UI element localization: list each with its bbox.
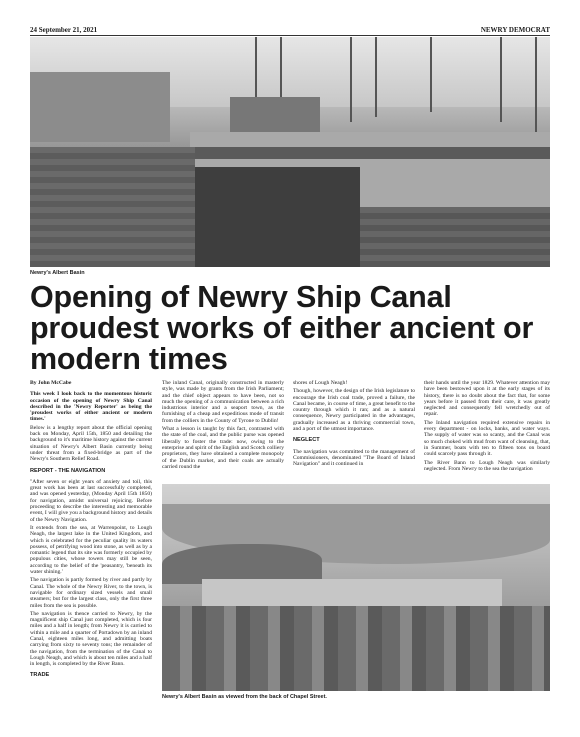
paragraph: The Inland navigation required extensive repairs in every department - on locks, banks, and water ways. The supply of water was so scanty, and the Canal was so much choked with mud from want of cleansing, that, in Summer, boats with ten to fifteen tons on board could scarcely pass through it. — [424, 419, 550, 458]
paragraph: The navigation is partly formed by river and partly by Canal. The whole of the Newry River, to the town, is navigable for ordinary sized vessels and small steamers; but for the largest class, only the first three miles from the sea is possible. — [30, 577, 152, 609]
subheading: REPORT - THE NAVIGATION — [30, 467, 106, 474]
photo-caption: Newry's Albert Basin — [30, 270, 85, 276]
paragraph: their hands until the year 1829. Whatever attention may have been bestowed upon it at the early stages of its history, there is no doubt about the fact that, for some years before it passed from their care, it was greatly neglected and consequently fell wretchedly out of repair. — [424, 380, 550, 418]
article-column-3 — [293, 380, 415, 470]
newspaper-name: NEWRY DEMOCRAT — [480, 26, 550, 34]
basin-from-chapel-street-photo — [162, 484, 550, 691]
paragraph: The navigation was committed to the management of Commissioners, denominated "The Board of Inland Navigation" and it continued in — [293, 448, 415, 468]
article-headline: Opening of Newry Ship Canal proudest works of either ancient or modern times — [30, 280, 534, 376]
byline: By John McCabe — [30, 380, 72, 386]
subheading: TRADE — [30, 672, 50, 679]
article-column-1 — [30, 380, 152, 684]
paragraph: What a lesson is taught by this fact, contrasted with the state of the coal, and the public purse was opened liberally to foster the trade: now, owing to the enterprise and spirit of the English and Scotch colliery proprietors, they have obtained a complete monopoly of the Dublin market, and their coals are actually carried round the — [162, 426, 284, 470]
article-column-4 — [424, 380, 550, 474]
article-column-2 — [162, 380, 284, 472]
paragraph: shores of Lough Neagh! — [293, 380, 348, 386]
paragraph: The navigation is thence carried to Newry, by the magnificent ship Canal just completed, which is four miles and a half in length; from Newry it is carried to within a mile and a quarter of Portadown by an inland Canal, eighteen miles long, and admitting boats carrying from sixty to seventy tons; the remainder of the navigation, from the termination of the Canal to Lough Neagh, and which is about ten miles and a half in length, is completed by the River Bann. — [30, 610, 152, 668]
issue-date: 24 September 21, 2021 — [30, 26, 98, 34]
paragraph: Though, however, the design of the Irish legislature to encourage the Irish coal trade, proved a failure, the Canal became, in course of time, a great benefit to the country through which it ran; and as a natural consequence, Newry participated in the advantages, gradually increased as a thriving commercial town, and a port of the utmost importance. — [293, 388, 415, 433]
paragraph: "After seven or eight years of anxiety and toil, this great work has been at last successfully completed, and was opened yesterday, (Monday April 15th 1850) for navigation, amidst universal rejoicing. Before proceeding to describe the interesting and memorable event, I will give you a background history and details of the Newry Navigation. — [30, 478, 152, 523]
paragraph: The River Bann to Lough Neagh was similarly neglected. From Newry to the sea the navigation — [424, 459, 550, 472]
albert-basin-photo — [30, 37, 550, 267]
subheading: NEGLECT — [293, 437, 320, 444]
header-rule — [30, 35, 550, 36]
paragraph: It extends from the sea, at Warrenpoint, to Lough Neagh, the largest lake in the United Kingdom, and which is celebrated for the peculiar quality its waters possess, of petrifying wood into stone, as well as by a romantic legend that its site was formerly occupied by populous cities, whose towers may still be seen, according to the belief of the 'peasantry, 'beneath its water shining.' — [30, 524, 152, 576]
photo-caption: Newry's Albert Basin as viewed from the back of Chapel Street. — [162, 694, 327, 700]
paragraph: Below is a lengthy report about the official opening back on Monday, April 15th, 1850 and detailing the background to it's maritime history against the current situation of Newry's Albert Basin currently being under threat from a fixed-bridge as part of the Newry's Southern Relief Road. — [30, 424, 152, 463]
paragraph: The inland Canal, originally constructed in masterly style, was made by grants from the Irish Parliament; and the chief object appears to have been, not so much the opening of a communication between a rich industrious interior and a seaport town, as the furnishing of a cheap and expeditious mode of transit from the colliers in the County of Tyrone to Dublin! — [162, 380, 284, 424]
intro-paragraph: This week I look back to the momentous historic occasion of the opening of Newry Ship Canal described in the 'Newry Reporter' as being the 'proudest works of either ancient or modern times.' — [30, 391, 152, 423]
